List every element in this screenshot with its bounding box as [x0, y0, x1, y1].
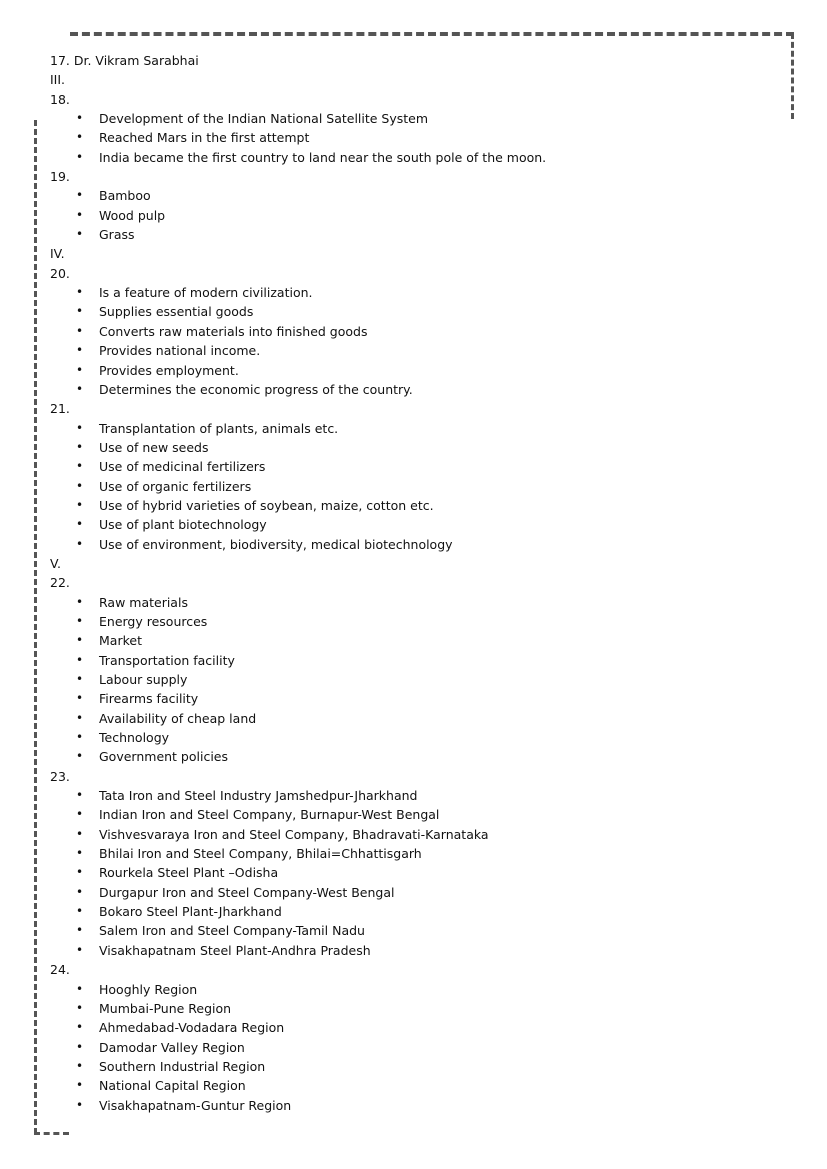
- list-item-text: Determines the economic progress of the country.: [99, 381, 413, 397]
- list-item: [50, 535, 790, 554]
- list-item: [50, 825, 790, 844]
- list-item: [50, 380, 790, 399]
- list-item-text: Supplies essential goods: [99, 304, 254, 320]
- list-item: [50, 128, 790, 147]
- bullet-icon: •: [76, 730, 84, 745]
- question-heading-text: III.: [50, 72, 66, 88]
- list-item-text: Use of organic fertilizers: [99, 478, 252, 494]
- question-heading: [50, 264, 790, 283]
- question-heading: [50, 70, 790, 89]
- bullet-icon: •: [76, 613, 84, 628]
- list-item-text: Technology: [99, 730, 170, 746]
- list-item: [50, 670, 790, 689]
- list-item: [50, 980, 790, 999]
- bullet-icon: •: [76, 942, 84, 957]
- bullet-icon: •: [76, 420, 84, 435]
- bullet-icon: •: [76, 323, 84, 338]
- list-item-text: Hooghly Region: [99, 981, 198, 997]
- list-item: [50, 805, 790, 824]
- page-border-top: [70, 32, 794, 36]
- list-item-text: Use of new seeds: [99, 439, 209, 455]
- list-item: [50, 747, 790, 766]
- list-item-text: Use of hybrid varieties of soybean, maize, cotton etc.: [99, 497, 434, 513]
- bullet-icon: •: [76, 381, 84, 396]
- answer-list: [50, 51, 790, 1115]
- list-item-text: Mumbai-Pune Region: [99, 1000, 232, 1016]
- list-item-text: Reached Mars in the first attempt: [99, 130, 310, 146]
- list-item: [50, 477, 790, 496]
- list-item-text: Tata Iron and Steel Industry Jamshedpur-Jharkhand: [99, 788, 418, 804]
- bullet-icon: •: [76, 459, 84, 474]
- bullet-icon: •: [76, 1000, 84, 1015]
- bullet-icon: •: [76, 149, 84, 164]
- bullet-icon: •: [76, 1058, 84, 1073]
- list-item: [50, 438, 790, 457]
- bullet-icon: •: [76, 497, 84, 512]
- bullet-icon: •: [76, 517, 84, 532]
- list-item-text: Vishvesvaraya Iron and Steel Company, Bhadravati-Karnataka: [99, 826, 489, 842]
- bullet-icon: •: [76, 1020, 84, 1035]
- list-item-text: Raw materials: [99, 594, 188, 610]
- list-item: [50, 225, 790, 244]
- list-item-text: Use of plant biotechnology: [99, 517, 267, 533]
- question-heading: [50, 167, 790, 186]
- list-item-text: Durgapur Iron and Steel Company-West Bengal: [99, 884, 395, 900]
- bullet-icon: •: [76, 807, 84, 822]
- list-item: [50, 709, 790, 728]
- page-border-left: [34, 120, 37, 1134]
- bullet-icon: •: [76, 478, 84, 493]
- page-border-bottom: [34, 1132, 69, 1135]
- list-item: [50, 593, 790, 612]
- list-item: [50, 863, 790, 882]
- list-item: [50, 419, 790, 438]
- list-item-text: Southern Industrial Region: [99, 1058, 266, 1074]
- question-heading-text: 19.: [50, 169, 70, 185]
- list-item: [50, 341, 790, 360]
- list-item: [50, 148, 790, 167]
- list-item: [50, 844, 790, 863]
- question-heading-text: 22.: [50, 575, 70, 591]
- bullet-icon: •: [76, 362, 84, 377]
- list-item-text: Firearms facility: [99, 691, 199, 707]
- bullet-icon: •: [76, 691, 84, 706]
- list-item: [50, 921, 790, 940]
- list-item: [50, 728, 790, 747]
- list-item: [50, 631, 790, 650]
- list-item-text: Use of medicinal fertilizers: [99, 459, 266, 475]
- list-item: [50, 786, 790, 805]
- list-item: [50, 612, 790, 631]
- list-item-text: Government policies: [99, 749, 229, 765]
- list-item: [50, 883, 790, 902]
- list-item-text: Rourkela Steel Plant –Odisha: [99, 865, 279, 881]
- question-heading-text: 20.: [50, 265, 70, 281]
- list-item: [50, 651, 790, 670]
- question-heading: [50, 573, 790, 592]
- list-item-text: Is a feature of modern civilization.: [99, 285, 313, 301]
- question-heading: [50, 90, 790, 109]
- bullet-icon: •: [76, 594, 84, 609]
- question-heading: [50, 244, 790, 263]
- list-item-text: Salem Iron and Steel Company-Tamil Nadu: [99, 923, 365, 939]
- list-item: [50, 1038, 790, 1057]
- bullet-icon: •: [76, 111, 84, 126]
- question-heading: [50, 960, 790, 979]
- list-item-text: Ahmedabad-Vodadara Region: [99, 1020, 285, 1036]
- list-item-text: Bamboo: [99, 188, 151, 204]
- bullet-icon: •: [76, 536, 84, 551]
- bullet-icon: •: [76, 865, 84, 880]
- list-item: [50, 322, 790, 341]
- question-heading-text: 24.: [50, 962, 70, 978]
- question-heading-text: 23.: [50, 768, 70, 784]
- list-item-text: Bhilai Iron and Steel Company, Bhilai=Chhattisgarh: [99, 846, 422, 862]
- bullet-icon: •: [76, 710, 84, 725]
- question-heading: [50, 767, 790, 786]
- question-heading-text: 17. Dr. Vikram Sarabhai: [50, 53, 199, 68]
- bullet-icon: •: [76, 633, 84, 648]
- list-item-text: Visakhapatnam Steel Plant-Andhra Pradesh: [99, 942, 371, 958]
- list-item: [50, 283, 790, 302]
- question-heading: [50, 399, 790, 418]
- list-item: [50, 457, 790, 476]
- question-heading-text: 18.: [50, 91, 70, 107]
- bullet-icon: •: [76, 285, 84, 300]
- bullet-icon: •: [76, 343, 84, 358]
- list-item: [50, 999, 790, 1018]
- bullet-icon: •: [76, 227, 84, 242]
- list-item: [50, 361, 790, 380]
- list-item-text: Wood pulp: [99, 207, 166, 223]
- list-item: [50, 109, 790, 128]
- list-item-text: Labour supply: [99, 672, 188, 687]
- list-item: [50, 206, 790, 225]
- list-item-text: Converts raw materials into finished goods: [99, 323, 368, 339]
- list-item: [50, 1018, 790, 1037]
- bullet-icon: •: [76, 923, 84, 938]
- list-item-text: Use of environment, biodiversity, medical biotechnology: [99, 536, 453, 552]
- bullet-icon: •: [76, 904, 84, 919]
- bullet-icon: •: [76, 1097, 84, 1112]
- bullet-icon: •: [76, 788, 84, 803]
- bullet-icon: •: [76, 826, 84, 841]
- bullet-icon: •: [76, 884, 84, 899]
- list-item-text: National Capital Region: [99, 1078, 246, 1094]
- list-item: [50, 1096, 790, 1115]
- bullet-icon: •: [76, 130, 84, 145]
- list-item: [50, 1057, 790, 1076]
- list-item: [50, 902, 790, 921]
- bullet-icon: •: [76, 749, 84, 764]
- list-item-text: Provides national income.: [99, 343, 261, 359]
- list-item: [50, 1076, 790, 1095]
- question-heading-text: V.: [50, 555, 61, 571]
- list-item-text: India became the first country to land near the south pole of the moon.: [99, 149, 547, 165]
- bullet-icon: •: [76, 846, 84, 861]
- bullet-icon: •: [76, 672, 84, 686]
- list-item-text: Indian Iron and Steel Company, Burnapur-West Bengal: [99, 807, 440, 823]
- list-item-text: Provides employment.: [99, 362, 239, 378]
- list-item: [50, 689, 790, 708]
- bullet-icon: •: [76, 188, 84, 203]
- bullet-icon: •: [76, 1039, 84, 1054]
- list-item: [50, 496, 790, 515]
- list-item-text: Market: [99, 633, 142, 649]
- bullet-icon: •: [76, 304, 84, 319]
- bullet-icon: •: [76, 1078, 84, 1093]
- bullet-icon: •: [76, 207, 84, 222]
- list-item: [50, 941, 790, 960]
- bullet-icon: •: [76, 981, 84, 996]
- question-heading: [50, 554, 790, 573]
- question-heading-text: IV.: [50, 246, 65, 262]
- list-item-text: Grass: [99, 227, 135, 243]
- list-item-text: Availability of cheap land: [99, 710, 257, 726]
- question-heading: [50, 51, 790, 70]
- list-item-text: Bokaro Steel Plant-Jharkhand: [99, 904, 282, 920]
- list-item-text: Damodar Valley Region: [99, 1039, 245, 1055]
- list-item-text: Development of the Indian National Satellite System: [99, 111, 429, 127]
- list-item: [50, 515, 790, 534]
- list-item-text: Transportation facility: [99, 652, 235, 668]
- page-border-right: [791, 33, 794, 119]
- list-item: [50, 186, 790, 205]
- question-heading-text: 21.: [50, 401, 70, 417]
- bullet-icon: •: [76, 652, 84, 667]
- bullet-icon: •: [76, 439, 84, 454]
- list-item: [50, 302, 790, 321]
- list-item-text: Energy resources: [99, 613, 208, 629]
- list-item-text: Transplantation of plants, animals etc.: [99, 420, 339, 436]
- list-item-text: Visakhapatnam-Guntur Region: [99, 1097, 292, 1113]
